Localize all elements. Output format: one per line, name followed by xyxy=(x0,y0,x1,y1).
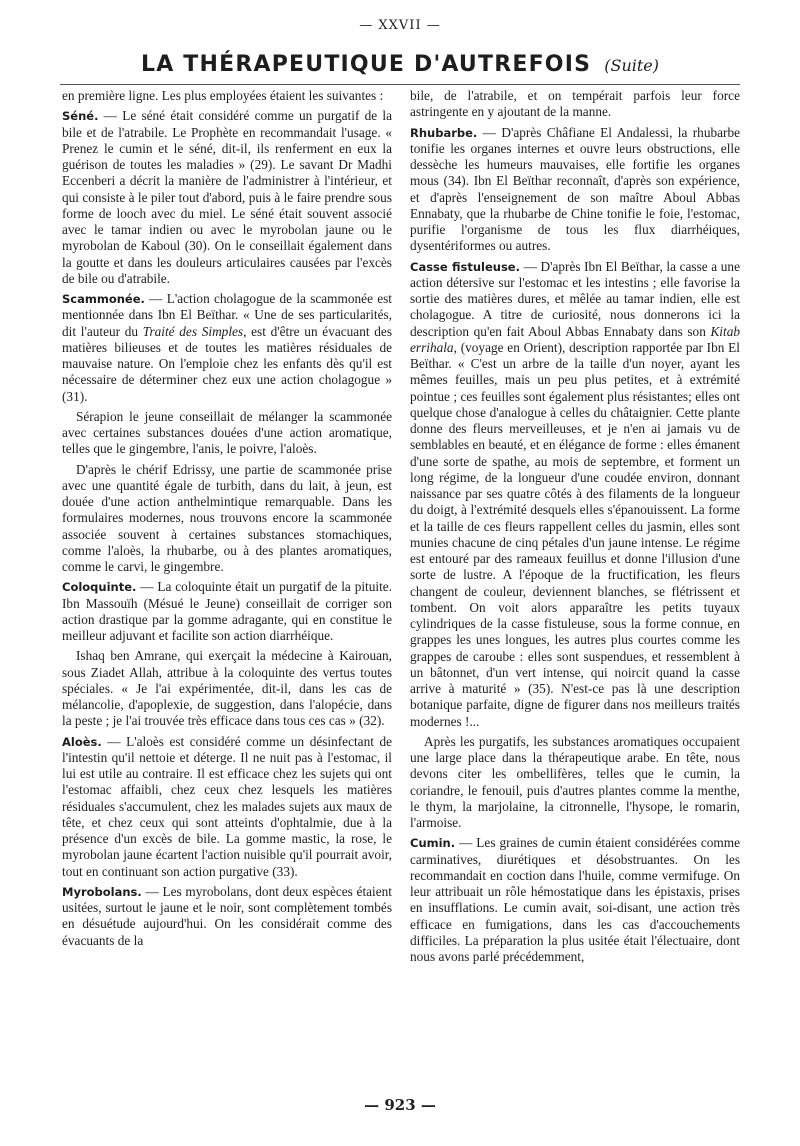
page-number: — 923 — xyxy=(364,1096,436,1114)
right-column xyxy=(410,88,740,1088)
book-title: Traité des Simples xyxy=(142,323,244,339)
paragraph-text: , est d'être un évacuant des matières bilieuses et de toutes les matières résiduales de mauvaise nature. On l'emploie chez les enfants dès qu'il est nécessaire de déterminer chez eux une action cholagogue » (31). xyxy=(62,323,392,404)
paragraph-text: — La coloquinte était un purgatif de la pituite. Ibn Massouïh (Mésué le Jeune) conseillait de corriger son action drastique par la gomme adragante, qui en constitue le meilleur adjuvant et facilite son action diarrhéique. xyxy=(62,579,392,643)
paragraph-text: — L'aloès est considéré comme un désinfectant de l'intestin qu'il nettoie et déterge. Il ne nuit pas à l'estomac, il lui est utile au contraire. Il est efficace chez les sujets qui ont l'estomac affaibli, chez ceux chez lesquels les matières résiduales s'accumulent, chez les malades sujets aux maux de tête, et chez ceux qui sont atteints d'ophtalmie, due à la présence d'un excès de bile. La gomme mastic, la rose, le myrobolan jaune écartent l'action nuisible qu'il pourrait avoir, tout en continuant son action purgative (33). xyxy=(62,733,392,879)
paragraph: D'après le chérif Edrissy, une partie de scammonée prise avec une quantité égale de turbith, dans du lait, à jeun, est douée d'une action anthelmintique remarquable. Dans les formulaires modernes, nous trouvons encore la scammonée associée souvent à certaines substances stomachiques, comme l'aloès, la rhubarbe, ou à des plantes aromatiques, comme le carvi, le gingembre. xyxy=(62,461,392,574)
paragraph: Sérapion le jeune conseillait de mélanger la scammonée avec certaines substances douées d'une action aromatique, telles que le gingembre, l'anis, le poivre, l'aloès. xyxy=(62,408,392,457)
left-column xyxy=(62,88,392,1088)
section-heading-sene: Séné. xyxy=(62,109,99,124)
paragraph-text: — Le séné était considéré comme un purgatif de la bile et de l'atrabile. Le Prophète en recommandait l'usage. « Prenez le cumin et le séné, dit-il, ils renferment en eux la guérison de toutes les maladies » (29). Le savant Dr Madhi Eccenberi a décrit la manière de l'administrer à l'intérieur, et qui consiste à le piler tout d'abord, puis à le faire prendre sous forme de looch avec du miel. Le séné était souvent associé avec le tamar indien ou avec le myrobolan jaune ou le myrobolan de Kaboul (30). On le conseillait également dans la goutte et dans les douleurs articulaires causées par l'excès de bile ou d'atrabile. xyxy=(62,108,392,286)
paragraph-text: — D'après Châfiane El Andalessi, la rhubarbe tonifie les organes internes et ouvre leurs obstructions, elle dessèche les humeurs mauvaises, elle fortifie les organes mous (34). Ibn El Beïthar reconnaît, d'après son expérience, et d'après l'enseignement de son maître Aboul Abbas Ennabaty, que la rhubarbe de Chine tonifie le foie, l'estomac, purifie l'organisme de tous les flux diarrhéiques, dysentériformes ou autres. xyxy=(410,124,740,254)
section-heading-myrobolans: Myrobolans. xyxy=(62,884,142,899)
paragraph-text: — D'après Ibn El Beïthar, la casse a une action détersive sur l'estomac et les intestins ; elle favorise la sortie des matières dures, et mêlée au tamar indien, elle est cholagogue. A titre de curiosité, nous donnerons ici la description qu'en fait Aboul Abbas Ennabaty dans son xyxy=(410,258,740,339)
paragraph: Après les purgatifs, les substances aromatiques occupaient une large place dans la thérapeutique arabe. En tête, nous devons citer les ombellifères, telles que le cumin, la coriandre, le fenouil, puis d'autres plantes comme la menthe, le thym, la marjolaine, la citronnelle, l'hysope, le romarin, l'armoise. xyxy=(410,733,740,830)
section-heading-rhubarbe: Rhubarbe. xyxy=(410,125,478,140)
paragraph: en première ligne. Les plus employées étaient les suivantes : xyxy=(62,88,384,103)
paragraph: Ishaq ben Amrane, qui exerçait la médecine à Kairouan, sous Ziadet Allah, attribue à la coloquinte des vertus toutes spéciales. « Je l'ai expérimentée, dit-il, dans les cas de mélancolie, d'apoplexie, de suggestion, dans l'alopécie, dans la peste ; je l'ai trouvée très efficace dans tous ces cas » (32). xyxy=(62,648,392,729)
page-header-roman: — XXVII — xyxy=(359,18,441,33)
paragraph-text: , (voyage en Orient), description rapportée par Ibn El Beïthar. « C'est un arbre de la taille d'un noyer, ayant les mêmes feuilles, mais un peu plus petites, et à extrémité pointue ; ces feuilles sont également plus résistantes; elles ont quelque chose d'analogue à celles du châtaignier. Cette plante donne des fleurs merveilleuses, et je n'en ai jamais vu de semblables en beauté, et en élégance de forme : elles émanent d'une sorte de spathe, au mois de septembre, et forment un long régime, de la longueur d'une coudée environ, donnant naissance par ses quatre côtés à des filaments de la longueur du doigt, à l'extrémité desquels elles s'épanouissent. La forme et la taille de ces fleurs rappellent celles du jasmin, elles sont munies chacune de cinq pétales d'un jaune intense. Le régime est entouré par des rameaux feuillus et donne l'illusion d'une sorte de lustre. A l'époque de la fructification, les fleurs changent de couleur, deviennent blanches, se flétrissent et tombent. On voit alors apparaître les petits tuyaux cylindriques de la casse fistuleuse, sous la forme connue, en grappes les unes longues, les autres plus courtes comme les grappes de caroube : elles sont suspendues, et ressemblent à un bâtonnet, d'un vert intense, qui noircit quand la casse arrive à maturité » (35). N'est-ce pas là une description botanique parfaite, digne de figurer dans nos meilleurs traités modernes !... xyxy=(410,339,740,729)
book-title: Kitab errihala xyxy=(410,323,740,355)
section-heading-aloes: Aloès. xyxy=(62,734,102,749)
section-heading-scammonee: Scammonée. xyxy=(62,292,145,306)
paragraph: bile, de l'atrabile, et on tempérait parfois leur force astringente en y ajoutant de la manne. xyxy=(410,88,740,120)
paragraph-text: — L'action cholagogue de la scammonée est mentionnée dans Ibn El Beïthar. « Une de ses particularités, dit l'auteur du xyxy=(62,291,392,339)
title-rule xyxy=(60,84,740,85)
section-heading-coloquinte: Coloquinte. xyxy=(62,580,137,595)
section-heading-casse: Casse fistuleuse. xyxy=(410,259,520,274)
title-suite: (Suite) xyxy=(604,56,659,75)
title-main: LA THÉRAPEUTIQUE D'AUTREFOIS xyxy=(141,52,592,77)
section-heading-cumin: Cumin. xyxy=(410,836,456,851)
paragraph-text: — Les myrobolans, dont deux espèces étaient usitées, surtout le jaune et le noir, sont complètement tombés en désuétude aujourd'hui. On les considérait comme des évacuants de la xyxy=(62,883,392,948)
paragraph-text: — Les graines de cumin étaient considérées comme carminatives, diurétiques et désobstruantes. On les recommandait en coction dans l'huile, comme vermifuge. On leur attribuait un rôle hémostatique dans les épistaxis, prises en insufflations. Le cumin avait, soi-disant, une action très efficace en fumigations, dans les cas d'accouchements difficiles. La préparation la plus usitée était l'électuaire, dont nous avons parlé précédemment, xyxy=(410,835,740,964)
page-title xyxy=(0,52,800,77)
